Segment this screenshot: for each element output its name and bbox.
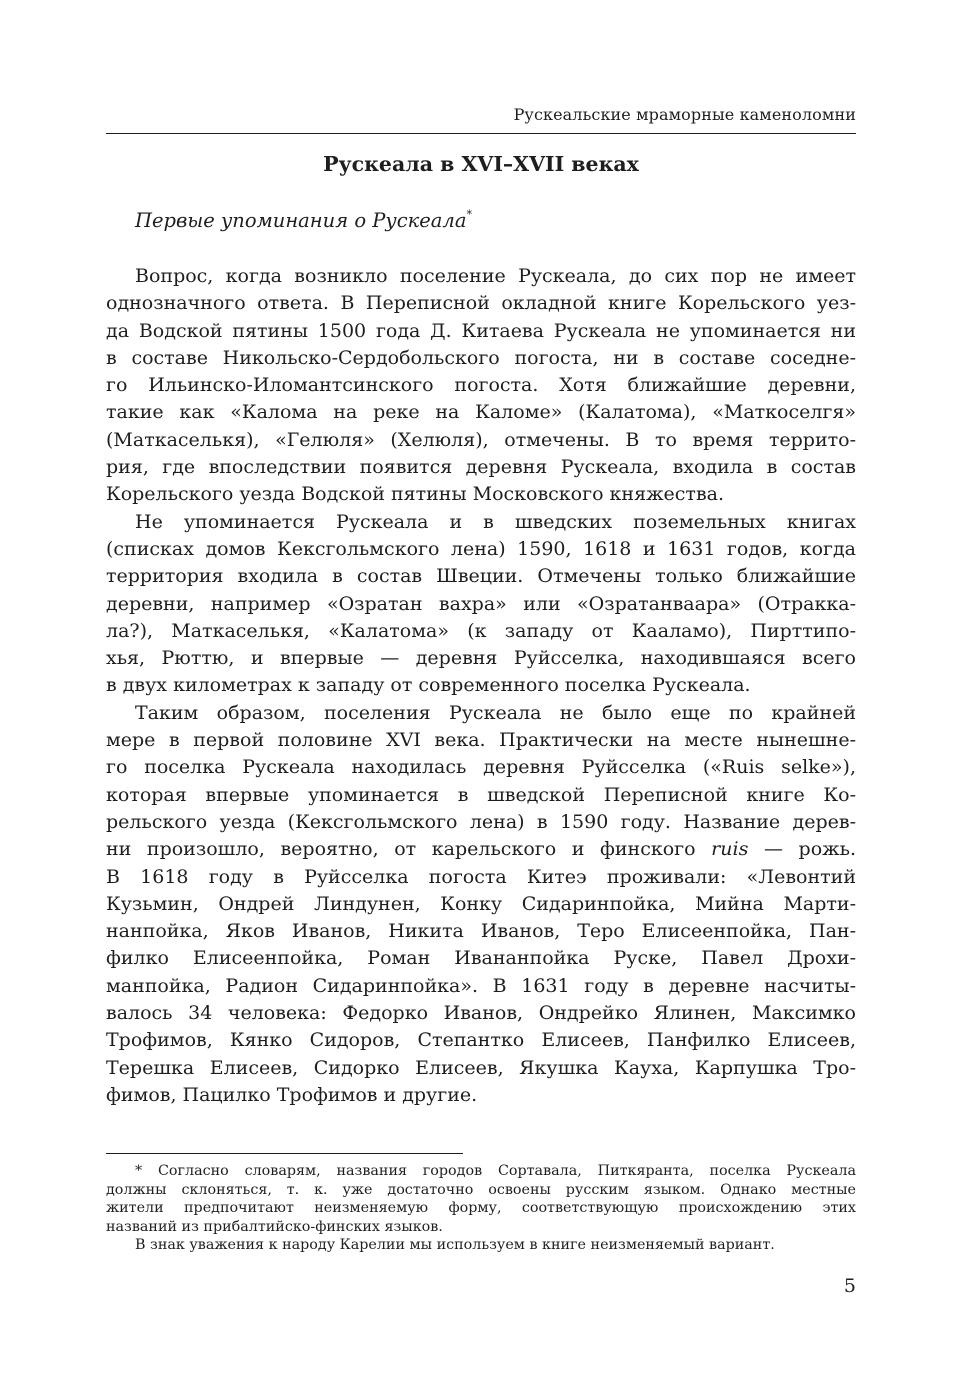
body-line: Терешка Елисеев, Сидорко Елисеев, Якушка Кауха, Карпушка Тро- (106, 1056, 856, 1079)
body-line: Корельского уезда Водской пятины Московского княжества. (106, 483, 725, 506)
body-line: Таким образом, поселения Рускеала не было еще по крайней (135, 701, 856, 724)
footnote-line: * Согласно словарям, названия городов Сортавала, Питкяранта, поселка Рускеала (135, 1163, 856, 1179)
body-line: Не упоминается Рускеала и в шведских поземельных книгах (135, 510, 856, 533)
italic-word: ruis (711, 838, 749, 861)
body-line: мере в первой половине XVI века. Практически на месте нынешне- (106, 729, 856, 752)
body-line: в составе Никольско-Сердобольского погоста, ни в составе соседне- (106, 346, 856, 369)
page-number: 5 (843, 1275, 856, 1297)
section-title-text: Первые упоминания о Рускеала (135, 209, 467, 232)
footnote-line: названий из прибалтийско-финских языков. (106, 1218, 443, 1235)
body-line: манпойка, Радион Сидаринпойка». В 1631 году в деревне насчиты- (106, 974, 856, 997)
body-line: Кузьмин, Ондрей Линдунен, Конку Сидаринпойка, Мийна Марти- (106, 892, 856, 915)
footnote-line: должны склоняться, т. к. уже достаточно освоены русским языком. Однако местные (106, 1181, 856, 1198)
footnote-line: В знак уважения к народу Карелии мы используем в книге неизменяемый вариант. (135, 1237, 775, 1253)
section-title (135, 207, 472, 235)
body-line-part: ни произошло, вероятно, от карельского и финского (106, 838, 696, 861)
body-line: деревни, например «Озратан вахра» или «Озратанваара» (Отракка- (106, 592, 856, 615)
body-line: (списках домов Кексгольмского лена) 1590, 1618 и 1631 годов, когда (106, 537, 856, 560)
body-line: филко Елисеенпойка, Роман Ивананпойка Руске, Павел Дрохи- (106, 947, 856, 970)
body-line: территория входила в состав Швеции. Отмечены только ближайшие (106, 565, 856, 588)
footnote-mark: * (466, 208, 472, 221)
body-line: однозначного ответа. В Переписной окладной книге Корельского уез- (106, 292, 856, 315)
body-line: валось 34 человека: Федорко Иванов, Ондрейко Ялинен, Максимко (106, 1002, 856, 1025)
footnote (106, 1162, 856, 1255)
body-line: такие как «Калома на реке на Каломе» (Калатома), «Маткоселгя» (106, 401, 856, 424)
body-line: нанпойка, Яков Иванов, Никита Иванов, Теро Елисеенпойка, Пан- (106, 920, 856, 943)
body-line: хья, Рюттю, и впервые — деревня Руйсселка, находившаяся всего (106, 647, 856, 670)
body-line: которая впервые упоминается в шведской Переписной книге Ко- (106, 783, 856, 806)
body-line: (Маткаселькя), «Гелюля» (Хелюля), отмечены. В то время террито- (106, 428, 856, 451)
body-line (106, 836, 856, 863)
running-head: Рускеальские мраморные каменоломни (513, 105, 856, 124)
body-line: го поселка Рускеала находилась деревня Руйсселка («Ruis selke»), (106, 756, 856, 779)
body-line: го Ильинско-Иломантсинского погоста. Хотя ближайшие деревни, (106, 374, 856, 397)
body-line: да Водской пятины 1500 года Д. Китаева Рускеала не упоминается ни (106, 319, 856, 342)
footnote-line: жители предпочитают неизменяемую форму, соответствующую происхождению этих (106, 1200, 856, 1216)
body-line: Вопрос, когда возникло поселение Рускеала, до сих пор не имеет (135, 265, 856, 287)
body-text (106, 263, 856, 1109)
body-line: в двух километрах к западу от современного поселка Рускеала. (106, 674, 751, 697)
footnote-rule (106, 1153, 463, 1154)
body-line: ла?), Маткаселькя, «Калатома» (к западу от Кааламо), Пирттипо- (106, 619, 856, 642)
body-line-part: — рожь. (763, 838, 856, 861)
body-line: рия, где впоследствии появится деревня Рускеала, входила в состав (106, 456, 856, 479)
body-line: рельского уезда (Кексгольмского лена) в 1590 году. Название дерев- (106, 810, 856, 833)
body-line: В 1618 году в Руйсселка погоста Китеэ проживали: «Левонтий (106, 865, 856, 888)
header-rule (106, 133, 856, 134)
chapter-title: Рускеала в XVI–XVII веках (323, 152, 639, 176)
body-line: Трофимов, Кянко Сидоров, Степантко Елисеев, Панфилко Елисеев, (106, 1029, 856, 1052)
body-line: фимов, Пацилко Трофимов и другие. (106, 1083, 478, 1106)
